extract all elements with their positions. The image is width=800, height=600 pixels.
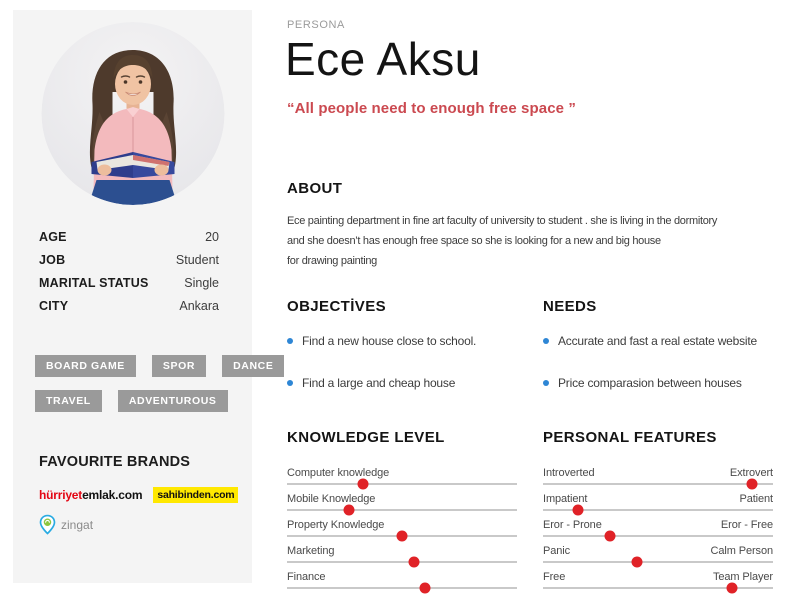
needs-list [543,334,773,390]
bullet-text: Find a new house close to school. [302,334,477,348]
knowledge-heading: KNOWLEDGE LEVEL [287,429,445,446]
slider-label-right: Calm Person [710,545,773,557]
slider-dot [344,505,355,516]
bullet-item [287,376,517,390]
slider-label-left: Impatient [543,493,588,505]
about-text [287,211,787,271]
slider-label-left: Mobile Knowledge [287,493,376,505]
persona-eyebrow: PERSONA [287,19,345,31]
slider-label-left: Panic [543,545,571,557]
info-value: 20 [205,230,219,244]
slider-label-left: Eror - Prone [543,519,602,531]
objectives-list [287,334,517,390]
about-line: for drawing painting [287,255,378,267]
slider-dot [397,531,408,542]
needs-heading: NEEDS [543,298,597,315]
slider-dot [572,505,583,516]
bullet-dot-icon [543,338,549,344]
slider-dot [747,479,758,490]
slider-label-left: Free [543,571,566,583]
main-content [287,0,774,600]
features-heading: PERSONAL FEATURES [543,429,717,446]
info-row [39,230,219,244]
bullet-item [287,334,517,348]
slider-track [543,587,773,589]
bullet-text: Price comparasion between houses [558,376,742,390]
about-heading: ABOUT [287,180,343,197]
brand-sahibinden: sahibinden.com [153,487,238,503]
slider-dot [357,479,368,490]
bullet-dot-icon [287,338,293,344]
brand-hurriyet-emlak: hürriyetemlak.com [39,488,143,502]
slider-dot [632,557,643,568]
slider-track [287,561,517,563]
slider-row [543,467,773,485]
slider-dot [604,531,615,542]
slider-row [287,467,517,485]
bullet-text: Find a large and cheap house [302,376,456,390]
tag-rows [35,355,274,425]
slider-track [287,535,517,537]
sidebar-panel [13,10,274,583]
slider-label-left: Computer knowledge [287,467,390,479]
persona-quote: “All people need to enough free space ” [287,100,576,117]
slider-row [543,571,773,589]
slider-label-right: Patient [739,493,773,505]
sliders-section [287,429,773,597]
tag: BOARD GAME [35,355,136,377]
slider-row [543,493,773,511]
tag: ADVENTUROUS [118,390,228,412]
persona-photo [41,22,224,205]
slider-row [543,545,773,563]
slider-track [543,483,773,485]
bullet-dot-icon [287,380,293,386]
brand-zingat-label: zingat [61,517,94,532]
bullet-dot-icon [543,380,549,386]
slider-dot [420,583,431,594]
slider-track [287,587,517,589]
features-sliders [543,467,773,589]
about-section [287,180,787,271]
info-label: AGE [39,230,67,244]
bullet-item [543,334,773,348]
objectives-column [287,298,517,418]
slider-label-right: Team Player [712,571,773,583]
tag: TRAVEL [35,390,102,412]
persona-name: Ece Aksu [285,33,481,85]
slider-label-right: Extrovert [729,467,773,479]
slider-track [287,483,517,485]
knowledge-sliders [287,467,517,589]
slider-track [287,509,517,511]
info-label: MARITAL STATUS [39,276,149,290]
tag-row [35,390,236,412]
tag-row [35,355,274,377]
objectives-needs-section [287,298,773,418]
slider-label-left: Finance [287,571,326,583]
info-row [39,253,219,267]
slider-label-right: Eror - Free [720,519,773,531]
slider-row [287,571,517,589]
info-value: Ankara [179,299,219,313]
info-value: Student [175,253,219,267]
slider-track [543,561,773,563]
slider-track [543,535,773,537]
slider-label-left: Marketing [287,545,335,557]
slider-row [287,545,517,563]
brands-section [39,454,238,535]
knowledge-column [287,429,517,597]
info-row [39,276,219,290]
objectives-heading: OBJECTİVES [287,298,387,315]
zingat-pin-icon [39,514,56,535]
slider-label-left: Introverted [543,467,595,479]
slider-row [287,493,517,511]
tag: DANCE [222,355,284,377]
bullet-text: Accurate and fast a real estate website [558,334,757,348]
brands-heading: FAVOURITE BRANDS [39,454,191,470]
info-label: JOB [39,253,66,267]
brand-zingat [39,514,238,535]
features-column [543,429,773,597]
info-label: CITY [39,299,69,313]
slider-row [543,519,773,537]
slider-dot [408,557,419,568]
info-row [39,299,219,313]
slider-track [543,509,773,511]
info-value: Single [184,276,219,290]
slider-label-left: Property Knowledge [287,519,385,531]
slider-dot [726,583,737,594]
slider-row [287,519,517,537]
about-line: Ece painting department in fine art faculty of university to student . she is living in the dormitory [287,215,718,227]
needs-column [543,298,773,418]
about-line: and she doesn’t has enough free space so she is looking for a new and big house [287,235,661,247]
info-list [39,230,219,322]
bullet-item [543,376,773,390]
tag: SPOR [152,355,206,377]
